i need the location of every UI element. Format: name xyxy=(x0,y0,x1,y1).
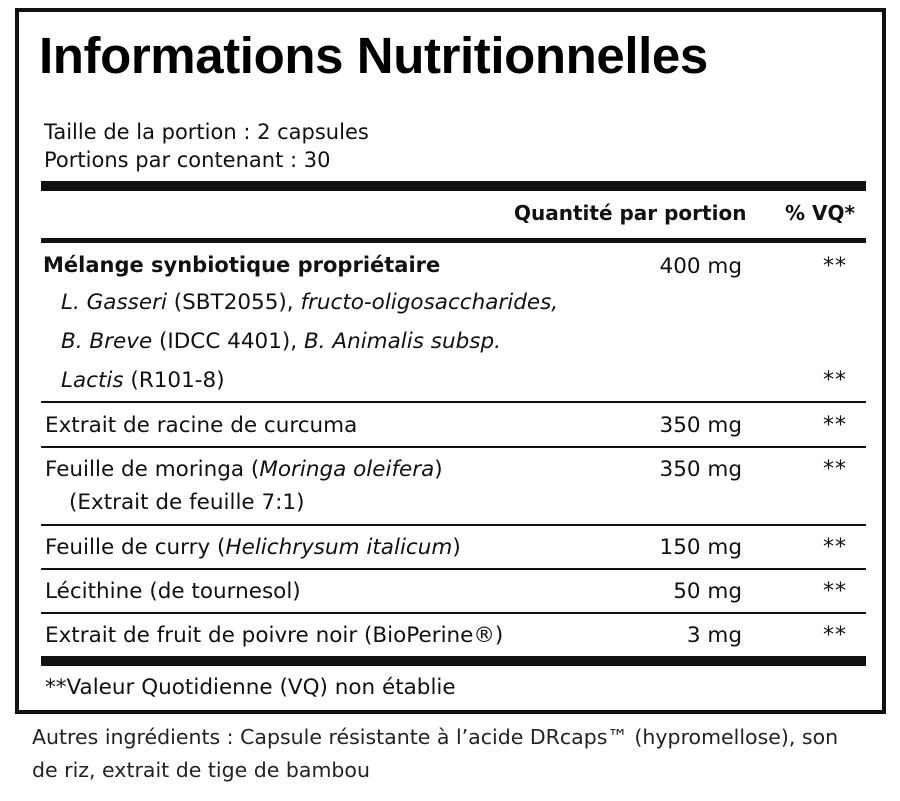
blend-amount: 400 mg xyxy=(659,254,742,279)
blend-line-2-part-2: (IDCC 4401), xyxy=(152,329,304,354)
blend-line-2-part-1: B. Breve xyxy=(61,329,153,354)
nutrient-name-part: Feuille de curry ( xyxy=(45,535,226,560)
nutrient-daily-value: ** xyxy=(823,535,847,560)
daily-value-footnote: **Valeur Quotidienne (VQ) non établie xyxy=(45,675,456,700)
panel-title: Informations Nutritionnelles xyxy=(39,27,708,84)
nutrient-sub-line: (Extrait de feuille 7:1) xyxy=(69,490,305,515)
blend-daily-value: ** xyxy=(823,254,847,279)
nutrient-daily-value: ** xyxy=(823,457,847,482)
blend-line-1-part-3: fructo-oligosaccharides, xyxy=(300,290,559,315)
row-divider xyxy=(41,612,866,614)
blend-line-1-part-1: L. Gasseri xyxy=(61,290,167,315)
thick-divider-bottom xyxy=(41,656,866,666)
row-divider xyxy=(41,524,866,526)
nutrient-daily-value: ** xyxy=(823,413,847,438)
nutrient-name xyxy=(45,415,357,437)
blend-ingredient-line xyxy=(61,370,225,392)
blend-name: Mélange synbiotique propriétaire xyxy=(43,253,441,277)
blend-ingredient-line xyxy=(61,331,501,353)
row-divider xyxy=(41,401,866,403)
column-header-daily-value: % VQ* xyxy=(785,201,855,225)
nutrient-amount: 150 mg xyxy=(659,535,742,560)
column-header-amount: Quantité par portion xyxy=(514,201,747,225)
nutrient-name-part: Helichrysum italicum xyxy=(225,535,453,560)
nutrient-name-part: Lécithine (de tournesol) xyxy=(45,579,301,604)
blend-line-2-part-3: B. Animalis subsp. xyxy=(303,329,501,354)
nutrient-name xyxy=(45,581,301,603)
nutrient-name xyxy=(45,537,461,559)
blend-ingredient-line xyxy=(61,292,558,314)
nutrient-name-part: Moringa oleifera xyxy=(259,457,435,482)
nutrient-amount: 3 mg xyxy=(686,623,742,648)
servings-per-container: Portions par contenant : 30 xyxy=(44,148,331,172)
blend-sub-daily-value: ** xyxy=(823,368,847,393)
blend-line-3-part-2: (R101-8) xyxy=(123,368,225,393)
thick-divider-header xyxy=(41,238,866,243)
row-divider xyxy=(41,446,866,448)
serving-size: Taille de la portion : 2 capsules xyxy=(44,120,369,144)
nutrient-name-part: ) xyxy=(434,457,443,482)
nutrient-name xyxy=(45,625,503,647)
nutrition-facts-panel xyxy=(15,8,886,714)
nutrient-name xyxy=(45,459,443,481)
nutrient-amount: 350 mg xyxy=(659,413,742,438)
nutrient-daily-value: ** xyxy=(823,579,847,604)
blend-line-3-part-1: Lactis xyxy=(61,368,124,393)
other-ingredients-line-1: Autres ingrédients : Capsule résistante à l’acide DRcaps™ (hypromellose), son xyxy=(32,725,839,749)
nutrient-name-part: Extrait de fruit de poivre noir (BioPerine®) xyxy=(45,623,504,648)
nutrient-name-part: ) xyxy=(452,535,461,560)
row-divider xyxy=(41,568,866,570)
blend-line-1-part-2: (SBT2055), xyxy=(166,290,301,315)
thick-divider-top xyxy=(41,181,866,191)
nutrient-daily-value: ** xyxy=(823,623,847,648)
other-ingredients-line-2: de riz, extrait de tige de bambou xyxy=(32,758,370,782)
nutrient-amount: 50 mg xyxy=(673,579,742,604)
nutrient-name-part: Feuille de moringa ( xyxy=(45,457,260,482)
nutrient-name-part: Extrait de racine de curcuma xyxy=(45,413,358,438)
nutrient-amount: 350 mg xyxy=(659,457,742,482)
